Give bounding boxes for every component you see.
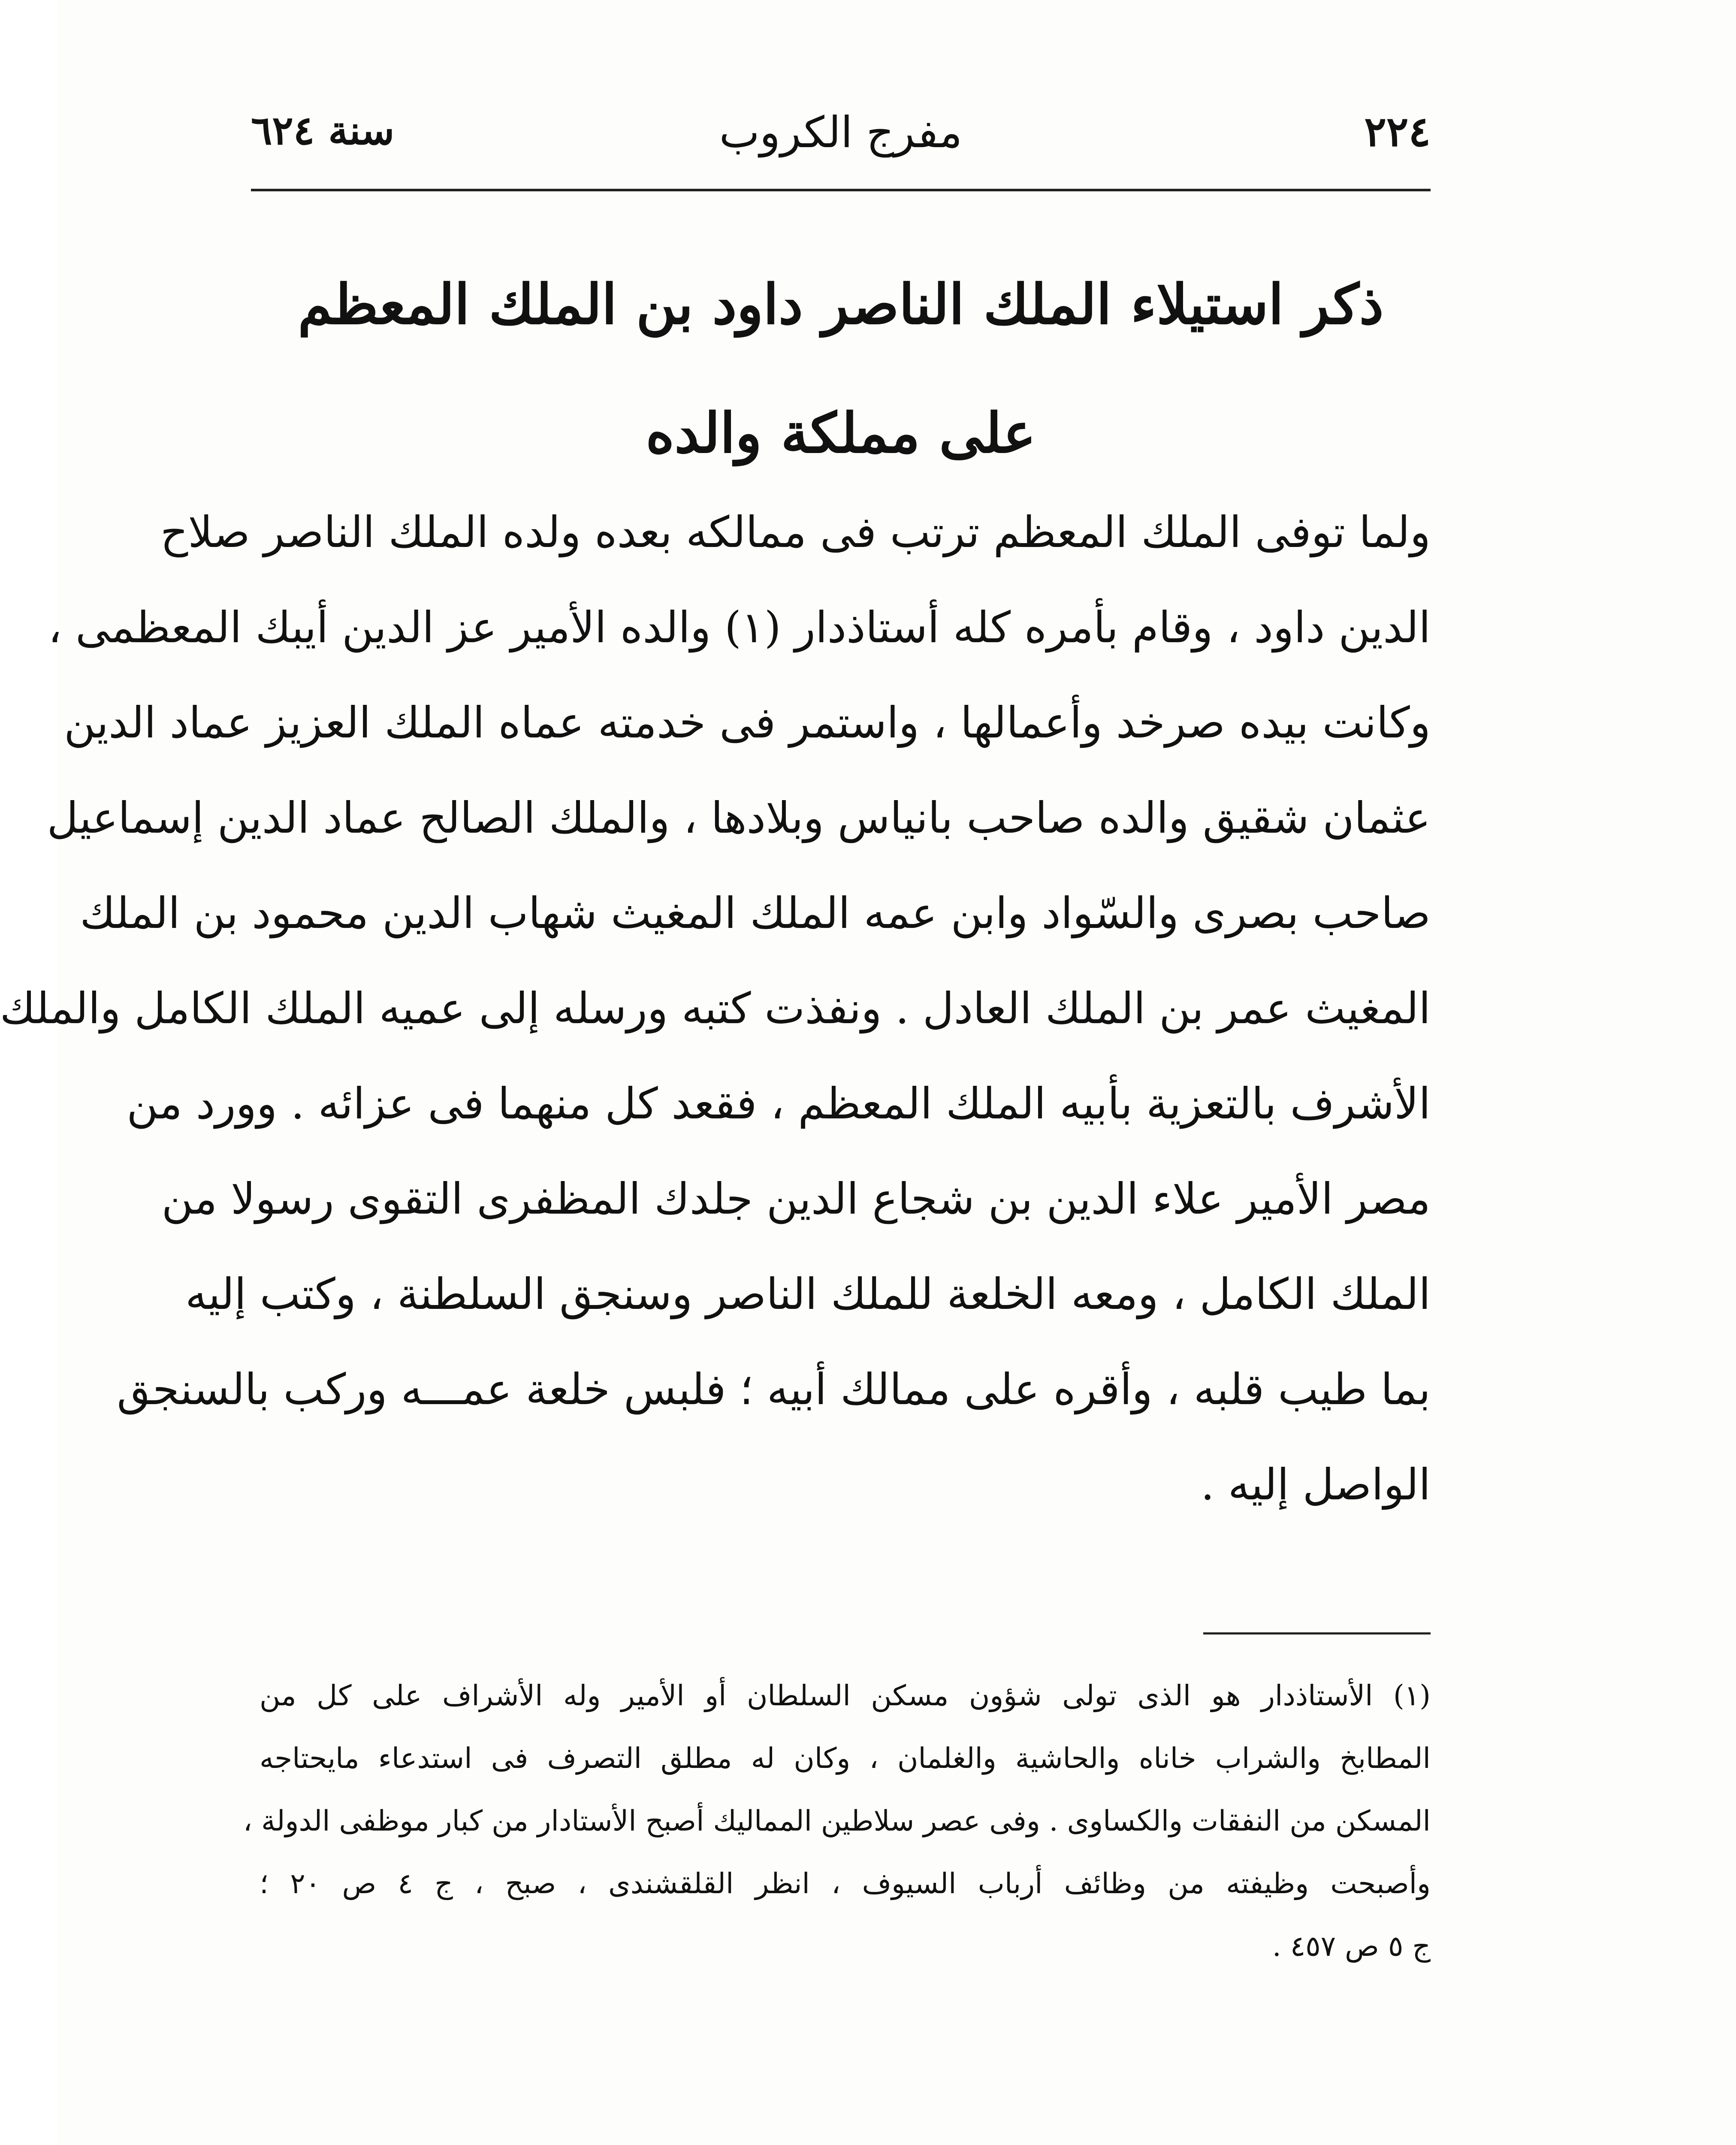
footnote-line: (١) الأستاذدار هو الذى تولى شؤون مسكن السلطان أو الأمير وله الأشراف على كل من [260,1679,1431,1712]
body-line: مصر الأمير علاء الدين بن شجاع الدين جلدك المظفرى التقوى رسولا من [161,1174,1431,1224]
body-line: الأشرف بالتعزية بأبيه الملك المعظم ، فقعد كل منهما فى عزائه . وورد من [127,1079,1431,1129]
footnotes [243,1665,1431,1978]
footnote-line: المسكن من النفقات والكساوى . وفى عصر سلاطين المماليك أصبح الأستادار من كبار موظفى الدولة ، [243,1804,1431,1837]
body-line: صاحب بصرى والسّواد وابن عمه الملك المغيث شهاب الدين محمود بن الملك [80,888,1431,938]
header-rule [251,189,1431,191]
body-line: الملك الكامل ، ومعه الخلعة للملك الناصر وسنجق السلطنة ، وكتب إليه [185,1269,1431,1319]
year-label: سنة ٦٢٤ [251,107,395,154]
body-line: ولما توفى الملك المعظم ترتب فى ممالكه بعده ولده الملك الناصر صلاح [160,507,1431,557]
page-number: ٢٢٤ [1364,107,1431,156]
body-line: المغيث عمر بن الملك العادل . ونفذت كتبه ورسله إلى عميه الملك الكامل والملك [0,983,1431,1033]
body-line: الدين داود ، وقام بأمره كله أستاذدار (١) والده الأمير عز الدين أيبك المعظمى ، [48,602,1431,653]
footnote-line: المطابخ والشراب خاناه والحاشية والغلمان ، وكان له مطلق التصرف فى استدعاء مايحتاجه [260,1742,1431,1775]
footnote-line: ج ٥ ص ٤٥٧ . [1272,1930,1431,1963]
body-text [0,485,1431,1532]
body-line: عثمان شقيق والده صاحب بانياس وبلادها ، والملك الصالح عماد الدين إسماعيل [47,793,1431,843]
running-header [251,107,1431,172]
heading-line-1: ذكر استيلاء الملك الناصر داود بن الملك المعظم [298,272,1384,337]
body-line: بما طيب قلبه ، وأقره على ممالك أبيه ؛ فلبس خلعة عمـــه وركب بالسنجق [117,1364,1431,1414]
body-line: الواصل إليه . [1201,1459,1431,1510]
book-title: مفرج الكروب [719,107,963,157]
chapter-heading [251,240,1431,498]
body-line: وكانت بيده صرخد وأعمالها ، واستمر فى خدمته عماه الملك العزيز عماد الدين [64,698,1431,748]
footnote-separator [1203,1632,1431,1634]
heading-line-2: على مملكة والده [646,401,1036,465]
footnote-line: وأصبحت وظيفته من وظائف أرباب السيوف ، انظر القلقشندى ، صبح ، ج ٤ ص ٢٠ ؛ [260,1867,1431,1900]
